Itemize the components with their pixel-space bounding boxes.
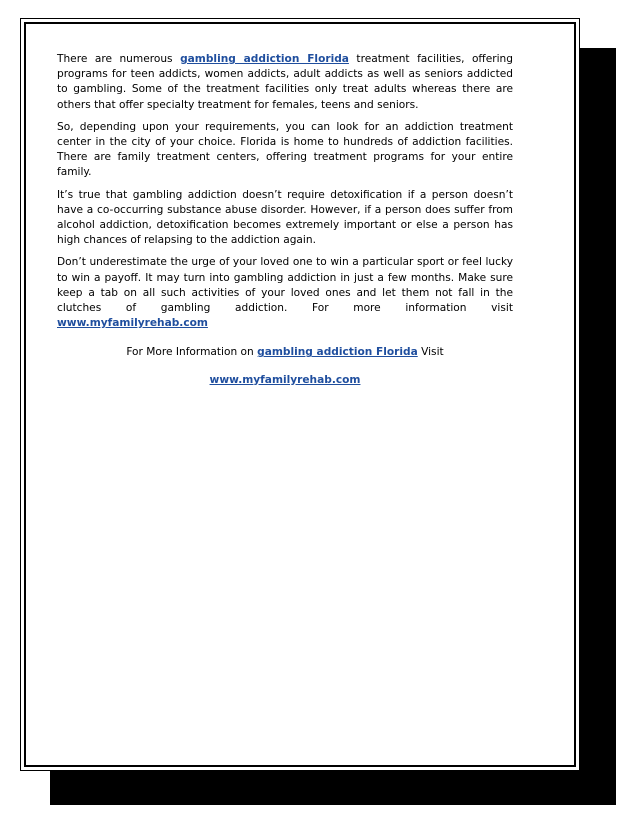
paragraph-2: So, depending upon your requirements, you can look for an addiction treatment center in the city of your choice. Florida is home to hundreds of addiction facilities. There are family treatment centers, offering treatment programs for your entire family. <box>57 120 513 179</box>
paragraph-4 <box>57 255 513 331</box>
paragraph-1-rest: treatment facilities, offering programs for teen addicts, women addicts, adult addicts as well as seniors addicted to gambling. Some of the treatment facilities only treat adults whereas there are others that offer specialty treatment for females, teens and seniors. <box>57 53 513 111</box>
paragraph-1-lead: There are numerous <box>57 53 181 65</box>
myfamilyrehab-link[interactable]: www.myfamilyrehab.com <box>57 317 208 330</box>
more-info-lead: For More Information on <box>126 346 258 359</box>
footer-myfamilyrehab-link[interactable]: www.myfamilyrehab.com <box>209 373 361 386</box>
gambling-addiction-florida-link[interactable]: gambling addiction Florida <box>180 53 349 65</box>
paragraph-4-text: Don’t underestimate the urge of your loved one to win a particular sport or feel lucky to win a payoff. It may turn into gambling addiction in just a few months. Make sure keep a tab on all such activities of your loved ones and let them not fall in the clutches of gambling addiction. For more information visit <box>57 256 513 315</box>
paragraph-3: It’s true that gambling addiction doesn’t require detoxification if a person doesn’t have a co-occurring substance abuse disorder. However, if a person does suffer from alcohol addiction, detoxification becomes extremely important or else a person has high chances of relapsing to the addiction again. <box>57 188 513 247</box>
document-body <box>57 52 513 388</box>
more-info-visit: Visit <box>417 346 444 359</box>
footer-url-line <box>57 373 513 388</box>
paragraph-1 <box>57 52 513 113</box>
more-info-line <box>57 345 513 360</box>
footer-gambling-addiction-florida-link[interactable]: gambling addiction Florida <box>257 346 418 359</box>
